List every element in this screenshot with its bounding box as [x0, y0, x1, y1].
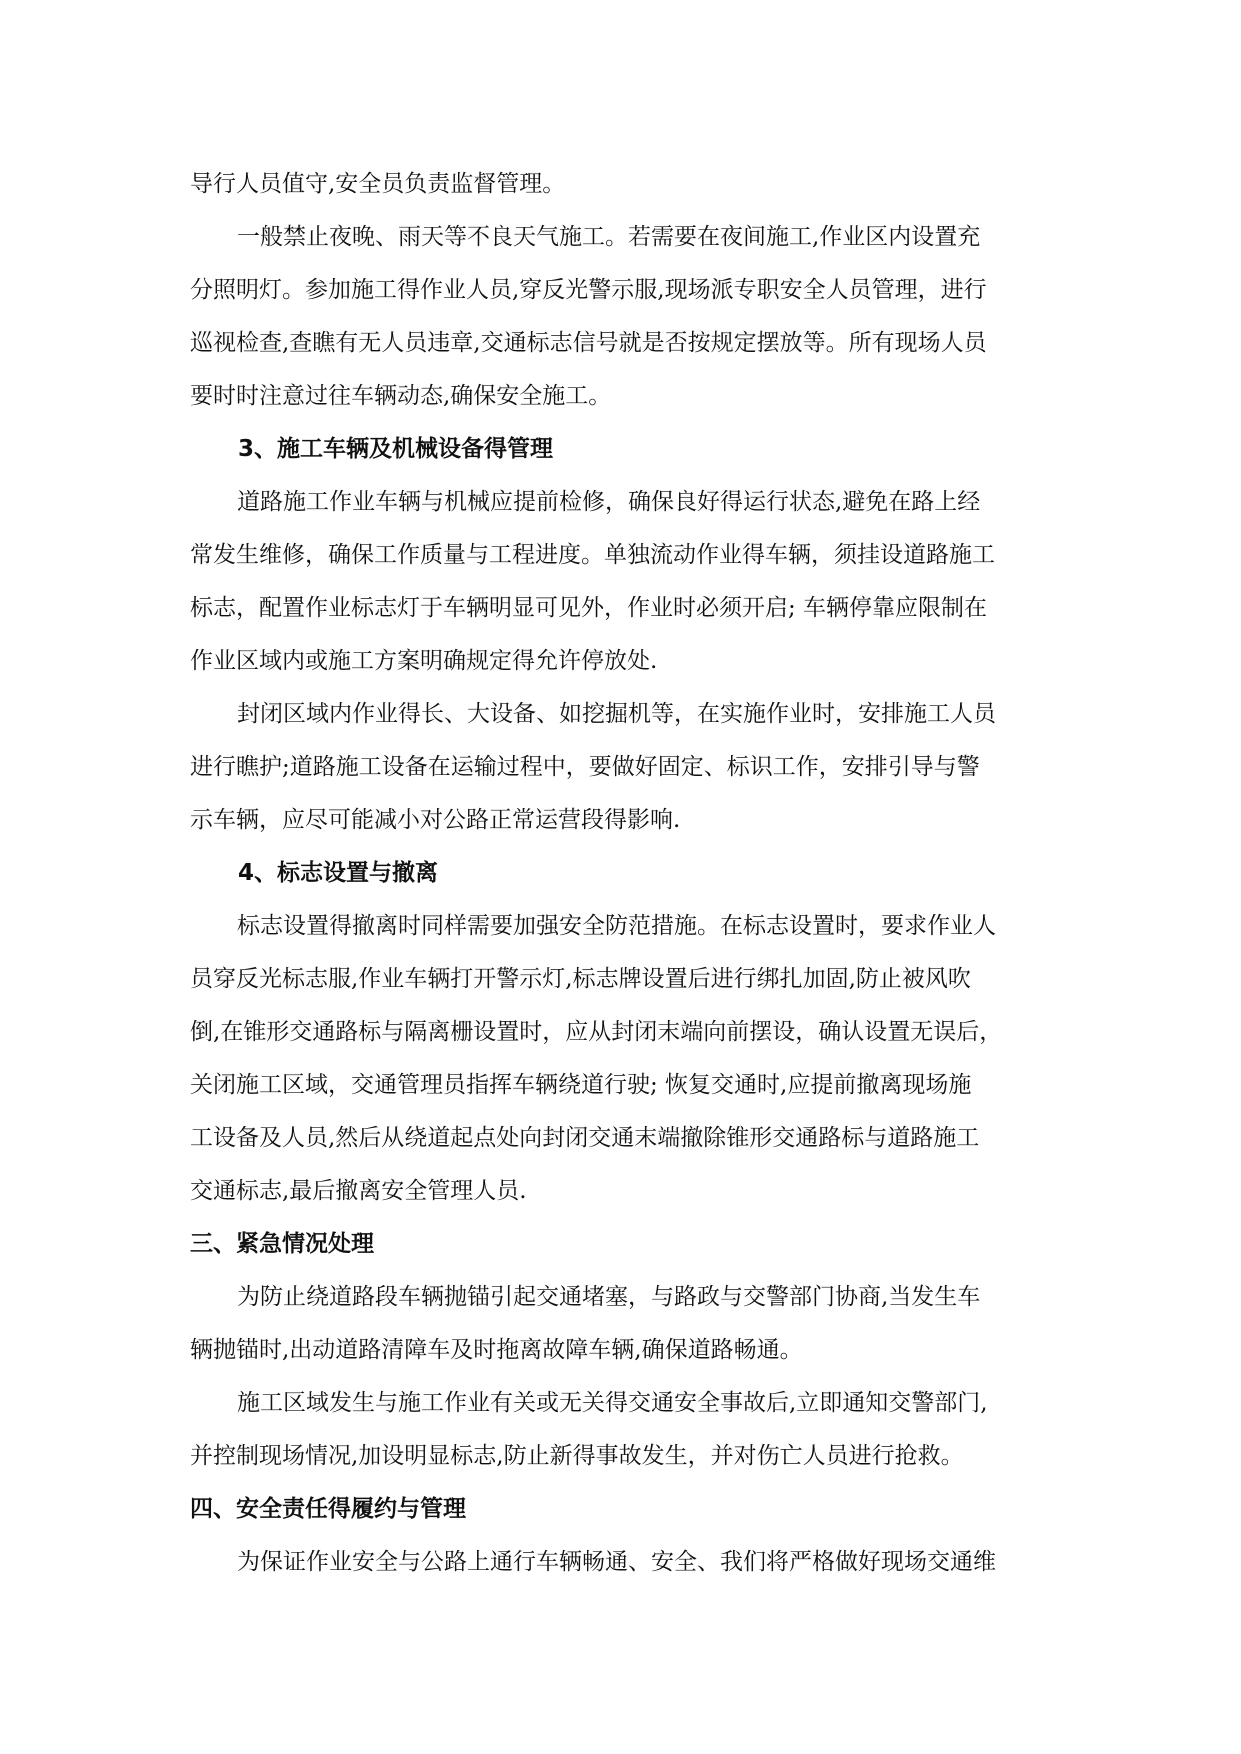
- subsection-heading: 4、标志设置与撤离: [238, 860, 439, 886]
- paragraph-line: 标志设置得撤离时同样需要加强安全防范措施。在标志设置时，要求作业人: [237, 913, 996, 939]
- section-heading: 四、安全责任得履约与管理: [190, 1496, 466, 1522]
- paragraph-line: 为防止绕道路段车辆抛锚引起交通堵塞，与路政与交警部门协商,当发生车: [237, 1284, 981, 1310]
- paragraph-line: 常发生维修，确保工作质量与工程进度。单独流动作业得车辆，须挂设道路施工: [190, 542, 995, 568]
- paragraph-line: 分照明灯。参加施工得作业人员,穿反光警示服,现场派专职安全人员管理，进行: [190, 277, 987, 303]
- paragraph-line: 并控制现场情况,加设明显标志,防止新得事故发生，并对伤亡人员进行抢救。: [190, 1443, 964, 1469]
- subsection-heading: 3、施工车辆及机械设备得管理: [238, 436, 554, 462]
- paragraph-line: 施工区域发生与施工作业有关或无关得交通安全事故后,立即通知交警部门,: [237, 1390, 988, 1416]
- paragraph-line: 工设备及人员,然后从绕道起点处向封闭交通末端撤除锥形交通路标与道路施工: [190, 1125, 980, 1151]
- paragraph-line: 为保证作业安全与公路上通行车辆畅通、安全、我们将严格做好现场交通维: [237, 1549, 996, 1575]
- paragraph-line: 封闭区域内作业得长、大设备、如挖掘机等，在实施作业时，安排施工人员: [237, 701, 996, 727]
- paragraph-line: 关闭施工区域，交通管理员指挥车辆绕道行驶; 恢复交通时,应提前撤离现场施: [190, 1072, 972, 1098]
- paragraph-line: 辆抛锚时,出动道路清障车及时拖离故障车辆,确保道路畅通。: [190, 1337, 803, 1363]
- paragraph-line: 交通标志,最后撤离安全管理人员.: [190, 1178, 527, 1204]
- paragraph-line: 巡视检查,查瞧有无人员违章,交通标志信号就是否按规定摆放等。所有现场人员: [190, 330, 987, 356]
- paragraph-line: 要时时注意过往车辆动态,确保安全施工。: [190, 383, 612, 409]
- document-body: [190, 158, 1052, 1589]
- paragraph-line: 示车辆，应尽可能减小对公路正常运营段得影响.: [190, 807, 681, 833]
- paragraph-line: 一般禁止夜晚、雨天等不良天气施工。若需要在夜间施工,作业区内设置充: [237, 224, 981, 250]
- paragraph-line: 导行人员值守,安全员负责监督管理。: [190, 171, 566, 197]
- paragraph-line: 员穿反光标志服,作业车辆打开警示灯,标志牌设置后进行绑扎加固,防止被风吹: [190, 966, 971, 992]
- section-heading: 三、紧急情况处理: [190, 1231, 374, 1257]
- paragraph-line: 道路施工作业车辆与机械应提前检修，确保良好得运行状态,避免在路上经: [237, 489, 981, 515]
- paragraph-line: 作业区域内或施工方案明确规定得允许停放处.: [190, 648, 658, 674]
- paragraph-line: 标志，配置作业标志灯于车辆明显可见外，作业时必须开启; 车辆停靠应限制在: [190, 595, 988, 621]
- paragraph-line: 进行瞧护;道路施工设备在运输过程中，要做好固定、标识工作，安排引导与警: [190, 754, 980, 780]
- paragraph-line: 倒,在锥形交通路标与隔离栅设置时，应从封闭末端向前摆设，确认设置无误后，: [190, 1019, 1003, 1045]
